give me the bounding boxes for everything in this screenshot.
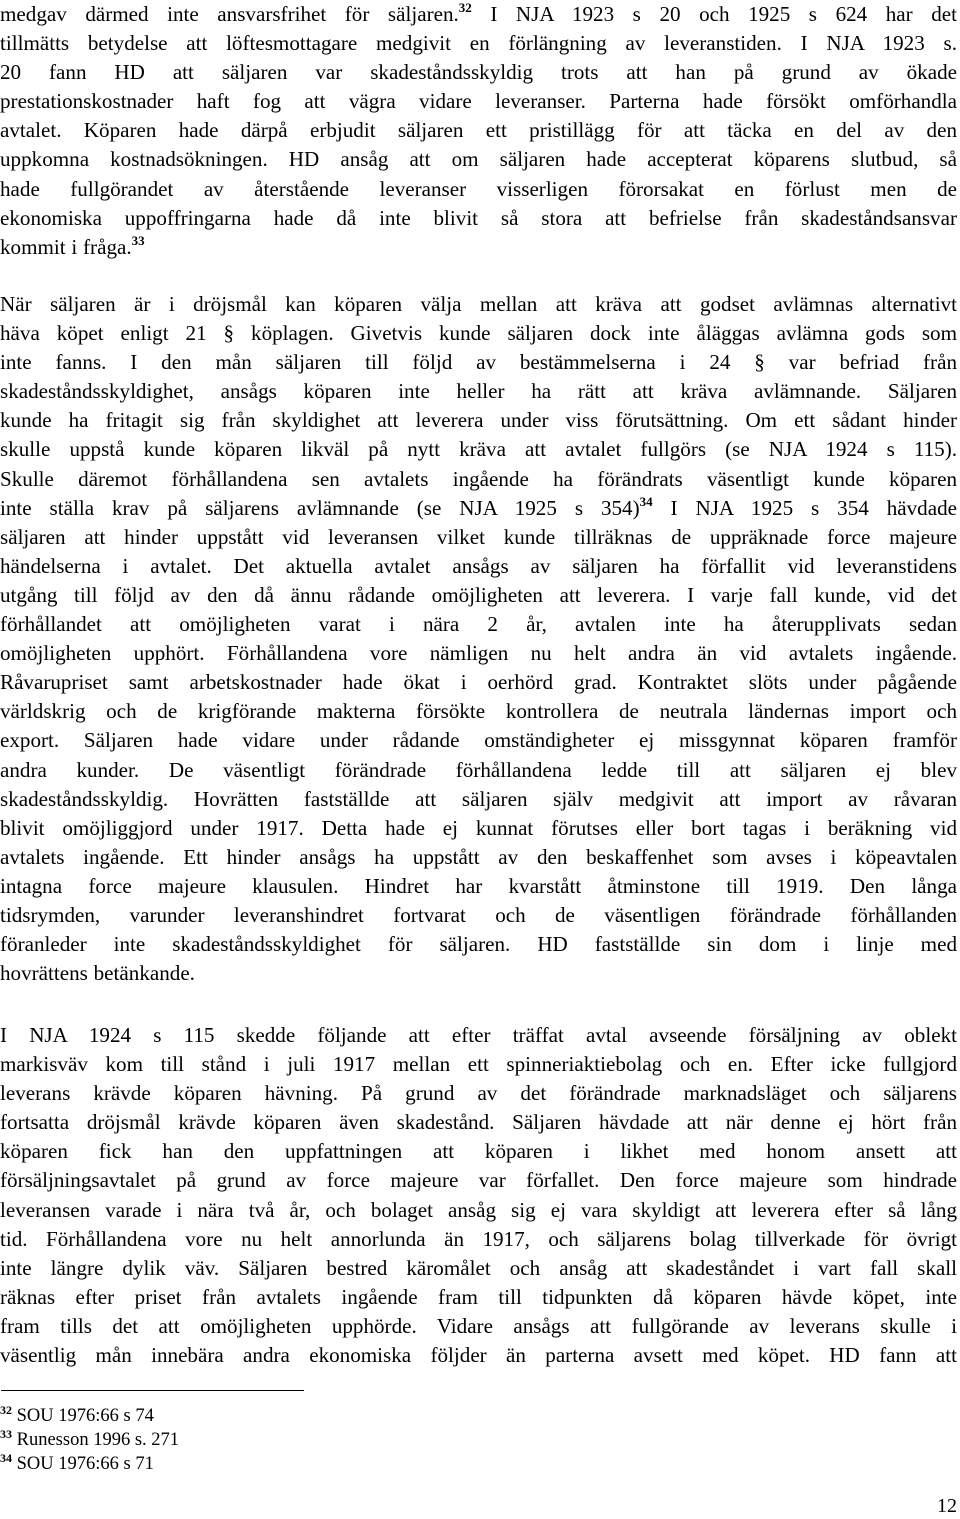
text-line: skadeståndsskyldig. Hovrätten fastställde att säljaren själv medgivit att import av råvaran	[0, 786, 957, 811]
text-line: tid. Förhållandena vore nu helt annorlunda än 1917, och säljarens bolag tillverkade för övrigt	[0, 1226, 957, 1251]
text-line: utgång till följd av den då ännu rådande omöjligheten att leverera. I varje fall kunde, vid det	[0, 582, 957, 607]
footnote-text: Runesson 1996 s. 271	[16, 1430, 180, 1451]
text-line: kunde ha fritagit sig från skyldighet att leverera under viss förutsättning. Om ett sådant hinder	[0, 408, 957, 433]
footnote-number: 33	[0, 1427, 12, 1442]
footnotes	[0, 1404, 600, 1477]
text-line: hovrättens betänkande.	[0, 961, 195, 986]
footnote-separator	[1, 1390, 304, 1391]
text-line: tillmätts betydelse att löftesmottagare medgivit en förlängning av leveranstiden. I NJA 1923 s.	[0, 31, 957, 56]
text-line: omöjligheten upphört. Förhållandena vore nämligen nu helt andra än vid avtalets ingående.	[0, 641, 957, 666]
footnote-ref[interactable]: 34	[639, 493, 653, 509]
text-line: världskrig och de krigförande makterna försökte kontrollera de neutrala ländernas import och	[0, 699, 957, 724]
text-line: hade fullgörandet av återstående leveranser visserligen förorsakat en förlust men de	[0, 176, 957, 201]
text-line: skulle uppstå kunde köparen likväl på nytt kräva att avtalet fullgörs (se NJA 1924 s 115).	[0, 437, 957, 462]
text-line: händelserna i avtalet. Det aktuella avtalet ansågs av säljaren ha förfallit vid leveranstidens	[0, 553, 957, 578]
footnote-number: 34	[0, 1451, 12, 1466]
footnote-number: 32	[0, 1403, 12, 1417]
text-line: Råvarupriset samt arbetskostnader hade ökat i oerhörd grad. Kontraktet slöts under pågående	[0, 670, 957, 695]
text-line: försäljningsavtalet på grund av force majeure var förfallet. Den force majeure som hindrade	[0, 1168, 957, 1193]
footnote-text: SOU 1976:66 s 71	[16, 1454, 154, 1475]
text-line: export. Säljaren hade vidare under rådande omständigheter ej missgynnat köparen framför	[0, 728, 957, 753]
text-line: förhållandet att omöjligheten varat i nära 2 år, avtalen inte ha återupplivats sedan	[0, 612, 957, 637]
paragraph-3	[0, 1021, 957, 1370]
text-line: uppkomna kostnadsökningen. HD ansåg att om säljaren hade accepterat köparens slutbud, så	[0, 147, 957, 172]
footnote-34	[0, 1452, 600, 1476]
text-line: intagna force majeure klausulen. Hindret har kvarstått åtminstone till 1919. Den långa	[0, 873, 957, 898]
text-line: medgav därmed inte ansvarsfrihet för säljaren.$^{32}$ I NJA 1923 s 20 och 1925 s 624 har det	[0, 0, 957, 26]
text-line: fram tills det att omöjligheten upphörde. Vidare ansågs att fullgörande av leverans skulle i	[0, 1313, 957, 1338]
text-line: inte fanns. I den mån säljaren till följd av bestämmelserna i 24 § var befriad från	[0, 350, 957, 375]
text-line: föranleder inte skadeståndsskyldighet för säljaren. HD fastställde sin dom i linje med	[0, 932, 957, 957]
footnote-text: SOU 1976:66 s 74	[16, 1406, 154, 1426]
text-line: skadeståndsskyldighet, ansågs köparen inte heller ha rätt att kräva avlämnande. Säljaren	[0, 379, 957, 404]
text-line: markisväv kom till stånd i juli 1917 mellan ett spinneriaktiebolag och en. Efter icke fullgjord	[0, 1052, 957, 1077]
text-line: väsentlig mån innebära andra ekonomiska följder än parterna avsett med köpet. HD fann att	[0, 1343, 957, 1368]
text-line: andra kunder. De väsentligt förändrade förhållandena ledde till att säljaren ej blev	[0, 757, 957, 782]
text-line: inte ställa krav på säljarens avlämnande (se NJA 1925 s 354)$^{34}$ I NJA 1925 s 354 hävdade	[0, 493, 957, 520]
text-line: leveransen varade i nära två år, och bolaget ansåg sig ej vara skyldigt att leverera efter så lång	[0, 1197, 957, 1222]
footnote-32	[0, 1404, 600, 1428]
text-line: räknas efter priset från avtalets ingående fram till tidpunkten då köparen hävde köpet, inte	[0, 1284, 957, 1309]
text-line: tidsrymden, varunder leveranshindret fortvarat och de väsentligen förändrade förhållanden	[0, 902, 957, 927]
text-line: 20 fann HD att säljaren var skadeståndsskyldig trots att han på grund av ökade	[0, 60, 957, 85]
footnote-ref[interactable]: 33	[131, 232, 145, 248]
text-line: fortsatta dröjsmål krävde köparen även skadestånd. Säljaren hävdade att när denne ej hört från	[0, 1110, 957, 1135]
text-line: häva köpet enligt 21 § köplagen. Givetvis kunde säljaren dock inte åläggas avlämna gods som	[0, 321, 957, 346]
text-line: säljaren att hinder uppstått vid leveransen vilket kunde tillräknas de uppräknade force majeure	[0, 524, 957, 549]
text-line: inte längre dylik väv. Säljaren bestred käromålet och ansåg att skadeståndet i vart fall skall	[0, 1255, 957, 1280]
text-line: blivit omöjliggjord under 1917. Detta hade ej kunnat förutses eller bort tagas i beräkning vid	[0, 815, 957, 840]
text-line: köparen fick han den uppfattningen att köparen i likhet med honom ansett att	[0, 1139, 957, 1164]
page-number: 12	[937, 1495, 957, 1517]
text-line: ekonomiska uppoffringarna hade då inte blivit så stora att befrielse från skadeståndsansvar	[0, 205, 957, 230]
text-line: I NJA 1924 s 115 skedde följande att efter träffat avtal avseende försäljning av oblekt	[0, 1023, 957, 1047]
footnote-33	[0, 1428, 600, 1452]
footnote-ref[interactable]: 32	[458, 0, 472, 15]
paragraph-2	[0, 290, 957, 988]
text-line: leverans krävde köparen hävning. På grund av det förändrade marknadsläget och säljarens	[0, 1081, 957, 1106]
text-line: kommit i fråga.$^{33}$	[0, 232, 145, 259]
text-line: När säljaren är i dröjsmål kan köparen välja mellan att kräva att godset avlämnas alternativt	[0, 292, 957, 316]
text-line: prestationskostnader haft fog att vägra vidare leveranser. Parterna hade försökt omförhandla	[0, 89, 957, 114]
paragraph-1	[0, 0, 957, 262]
text-line: avtalet. Köparen hade därpå erbjudit säljaren ett pristillägg för att täcka en del av den	[0, 118, 957, 143]
text-line: Skulle däremot förhållandena sen avtalets ingående ha förändrats väsentligt kunde köparen	[0, 466, 957, 491]
text-line: avtalets ingående. Ett hinder ansågs ha uppstått av den beskaffenhet som avses i köpeavtalen	[0, 844, 957, 869]
